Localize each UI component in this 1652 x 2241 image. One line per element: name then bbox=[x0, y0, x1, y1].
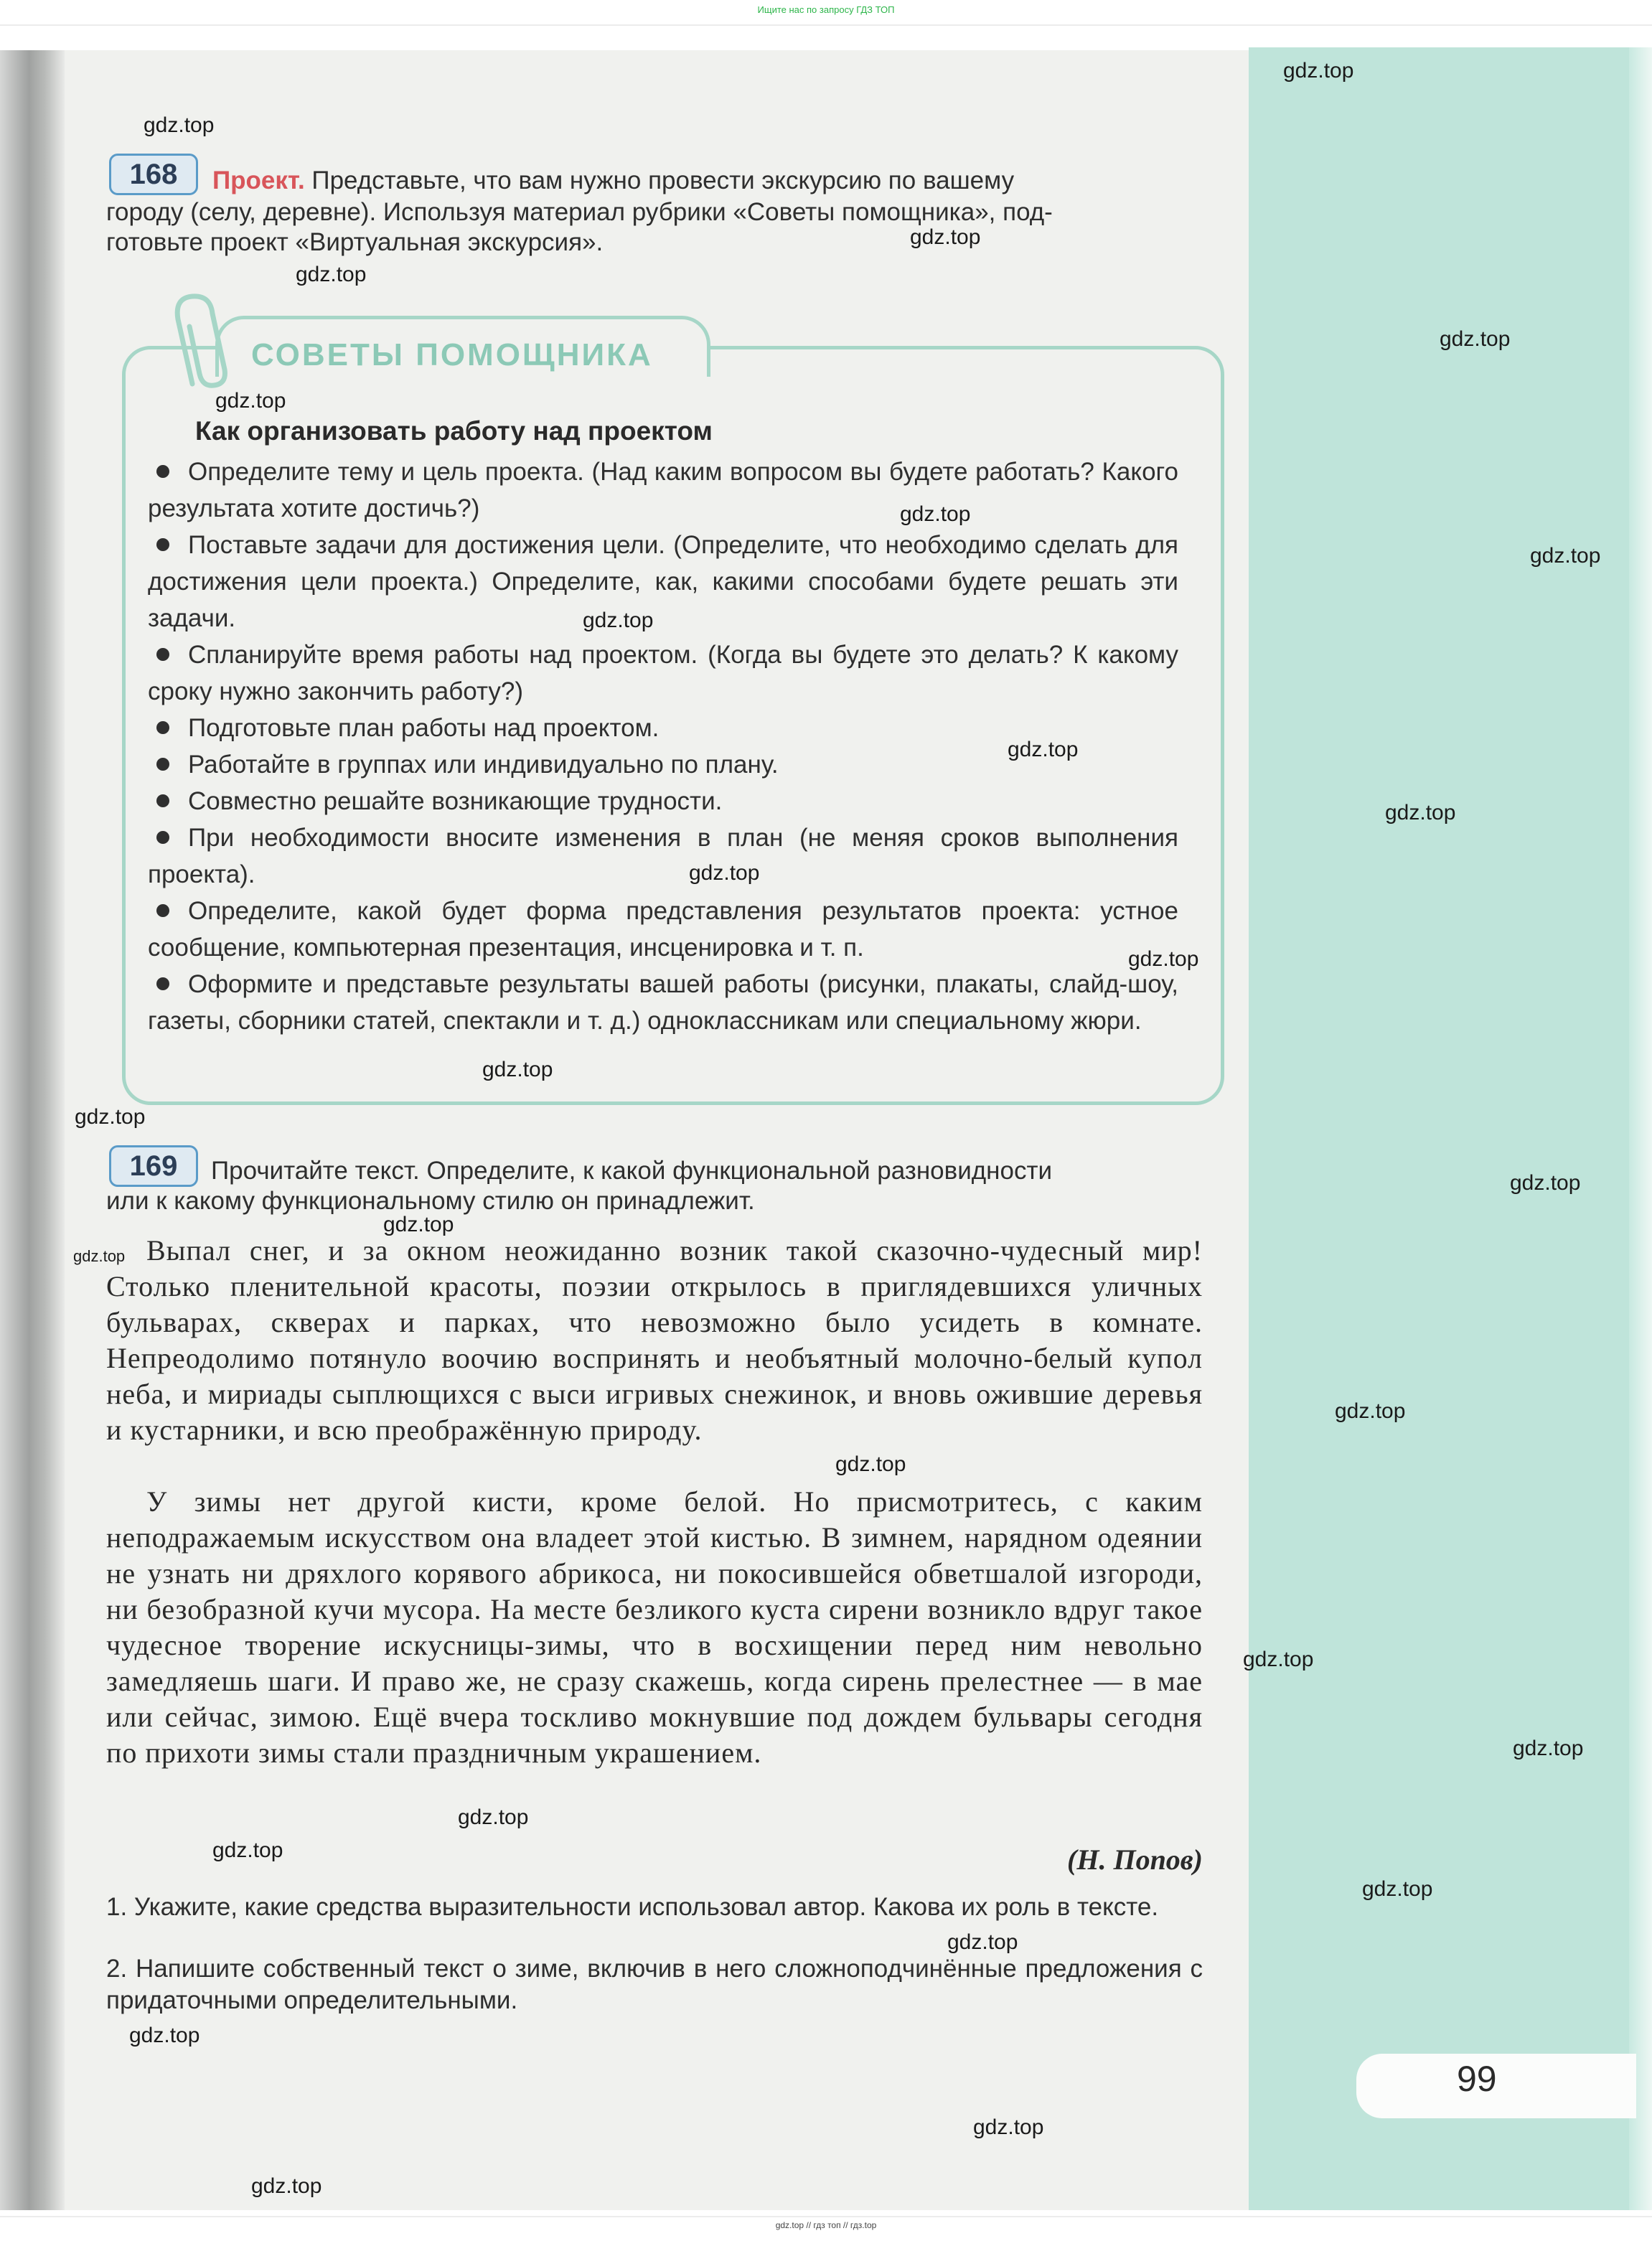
tip-item: Совместно решайте возникающие трудности. bbox=[188, 787, 723, 815]
watermark: gdz.top bbox=[947, 1930, 1018, 1954]
text-author: (Н. Попов) bbox=[1067, 1843, 1203, 1876]
bottom-footer: gdz.top // гдз топ // гдз.top bbox=[775, 2220, 877, 2230]
tip-item: Определите, какой будет форма представления результатов проекта: устное сообщение, компьютерная презентация, инсценировка и т. п. bbox=[148, 897, 1178, 962]
watermark: gdz.top bbox=[73, 1247, 126, 1265]
watermark: gdz.top bbox=[482, 1058, 553, 1081]
watermark: gdz.top bbox=[75, 1105, 146, 1129]
tip-item: Спланируйте время работы над проектом. (Когда вы будете это делать? К какому сроку нужно закончить работу?) bbox=[148, 641, 1178, 705]
exercise-number-169: 169 bbox=[109, 1145, 198, 1187]
watermark: gdz.top bbox=[1385, 801, 1456, 824]
tip-item: Оформите и представьте результаты вашей работы (рисунки, плакаты, слайд-шоу, газеты, сборники статей, спектакли и т. д.) одноклассникам или специальному жюри. bbox=[148, 970, 1178, 1035]
watermark: gdz.top bbox=[251, 2174, 322, 2198]
tip-item: Подготовьте план работы над проектом. bbox=[188, 714, 660, 742]
exercise-number-168: 168 bbox=[109, 154, 198, 195]
watermark: gdz.top bbox=[1510, 1171, 1581, 1195]
exercise-168-line-3: готовьте проект «Виртуальная экскурсия». bbox=[106, 228, 604, 256]
watermark: gdz.top bbox=[458, 1805, 529, 1829]
top-divider bbox=[0, 24, 1652, 26]
watermark: gdz.top bbox=[212, 1838, 283, 1862]
watermark: gdz.top bbox=[1513, 1737, 1584, 1760]
tip-item: Работайте в группах или индивидуально по плану. bbox=[188, 751, 779, 779]
watermark: gdz.top bbox=[1335, 1399, 1406, 1423]
watermark: gdz.top bbox=[1283, 59, 1354, 83]
top-banner: Ищите нас по запросу ГДЗ ТОП bbox=[757, 4, 895, 15]
watermark: gdz.top bbox=[973, 2115, 1044, 2139]
watermark: gdz.top bbox=[1128, 947, 1199, 971]
exercise-169-instruction-2: или к какому функциональному стилю он принадлежит. bbox=[106, 1187, 755, 1215]
paperclip-icon bbox=[171, 291, 235, 391]
tip-item: Поставьте задачи для достижения цели. (Определите, что необходимо сделать для достижения цели проекта.) Определите, как, какими способами будете решать эти задачи. bbox=[148, 531, 1178, 632]
watermark: gdz.top bbox=[296, 263, 367, 286]
exercise-168-line-1 bbox=[212, 165, 1203, 197]
watermark: gdz.top bbox=[910, 225, 981, 249]
tip-item: При необходимости вносите изменения в план (не меняя сроков выполнения проекта). bbox=[148, 824, 1178, 888]
watermark: gdz.top bbox=[1362, 1877, 1433, 1901]
book-spine bbox=[0, 50, 65, 2210]
exercise-168-text-1: Представьте, что вам нужно провести экскурсию по вашему bbox=[311, 166, 1015, 194]
text-paragraph-1: Выпал снег, и за окном неожиданно возник такой сказочно-чудесный мир! Столько пленительной красоты, поэзии открылось в приглядевшихся уличных бульварах, скверах и парках, что невозможно было усидеть в комнате. Непреодолимо потянуло воочию воспринять и необъятный молочно-белый купол неба, и мириады сыплющихся с выси игривых снежинок, и вновь ожившие деревья и кустарники, и всю преображённую природу. bbox=[106, 1234, 1203, 1446]
bottom-divider bbox=[0, 2216, 1652, 2217]
page-margin-strip bbox=[1249, 47, 1652, 2210]
page-margin-edge bbox=[1629, 47, 1652, 2210]
watermark: gdz.top bbox=[215, 389, 286, 413]
watermark: gdz.top bbox=[1530, 544, 1601, 568]
watermark: gdz.top bbox=[583, 609, 654, 632]
watermark: gdz.top bbox=[835, 1452, 906, 1476]
tips-heading: Как организовать работу над проектом bbox=[195, 416, 713, 446]
exercise-168-line-2: городу (селу, деревне). Используя материал рубрики «Советы помощника», под- bbox=[106, 198, 1053, 226]
watermark: gdz.top bbox=[689, 861, 760, 885]
tip-item: Определите тему и цель проекта. (Над каким вопросом вы будете работать? Какого результата хотите достичь?) bbox=[148, 458, 1178, 522]
tips-title: СОВЕТЫ ПОМОЩНИКА bbox=[251, 337, 653, 372]
exercise-169-instruction-1: Прочитайте текст. Определите, к какой функциональной разновидности bbox=[211, 1157, 1053, 1185]
question-1: 1. Укажите, какие средства выразительности использовал автор. Какова их роль в тексте. bbox=[106, 1893, 1159, 1921]
question-2: 2. Напишите собственный текст о зиме, включив в него сложноподчинённые предложения с придаточными определительными. bbox=[106, 1955, 1203, 2014]
watermark: gdz.top bbox=[1440, 327, 1511, 351]
watermark: gdz.top bbox=[144, 113, 215, 137]
text-paragraph-2: У зимы нет другой кисти, кроме белой. Но присмотритесь, с каким неподражаемым искусством она владеет этой кистью. В зимнем, нарядном одеянии не узнать ни дряхлого корявого абрикоса, ни покосившейся обветшалой изгороди, ни безобразной кучи мусора. На месте безликого куста сирени возникло вдруг такое чудесное творение искусницы-зимы, что в восхищении перед ним невольно замедляешь шаги. И право же, не сразу скажешь, когда сирень прелестнее — в мае или сейчас, зимою. Ещё вчера тоскливо мокнувшие под дождем бульвары сегодня по прихоти зимы стали праздничным украшением. bbox=[106, 1485, 1203, 1769]
watermark: gdz.top bbox=[129, 2024, 200, 2047]
watermark: gdz.top bbox=[1008, 738, 1079, 761]
page-number: 99 bbox=[1457, 2059, 1497, 2099]
watermark: gdz.top bbox=[383, 1213, 454, 1236]
project-label: Проект. bbox=[212, 166, 305, 194]
watermark: gdz.top bbox=[900, 502, 971, 526]
watermark: gdz.top bbox=[1243, 1648, 1314, 1671]
